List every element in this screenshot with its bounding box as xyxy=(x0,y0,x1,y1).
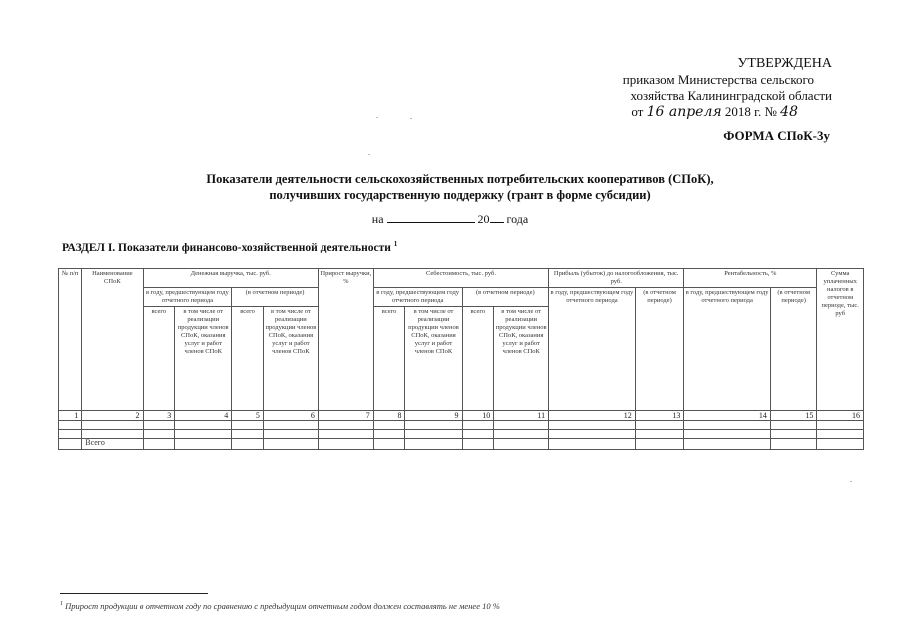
handwritten-date: 16 апреля xyxy=(646,104,722,120)
header-num: № п/п xyxy=(59,269,82,411)
scan-speck xyxy=(376,117,378,118)
year-blank xyxy=(490,211,504,223)
profitability-reporting: (в отчетном периоде) xyxy=(770,288,816,411)
header-row-2 xyxy=(59,288,864,307)
colnum-8: 8 xyxy=(373,411,405,421)
colnum-6: 6 xyxy=(263,411,318,421)
approval-line-2: хозяйства Калининградской области xyxy=(630,88,832,103)
footnote-divider xyxy=(60,593,208,594)
approval-line-1: приказом Министерства сельского xyxy=(622,72,814,87)
colnum-2: 2 xyxy=(82,411,143,421)
period-blank xyxy=(387,211,475,223)
form-code: ФОРМА СПоК-3у xyxy=(723,128,830,143)
period-year: 20 xyxy=(477,212,490,226)
footnote-text: Прирост продукции в отчетном году по сравнению с предыдущим отчетным годом должен составлять не менее 10 % xyxy=(65,601,500,611)
colnum-3: 3 xyxy=(143,411,175,421)
document-title xyxy=(120,171,800,203)
section-heading xyxy=(62,240,397,254)
cost-prev-year: в году, предшествующем году отчетного периода xyxy=(373,288,462,307)
revenue-reporting: (в отчетном периоде) xyxy=(232,288,319,307)
colnum-15: 15 xyxy=(770,411,816,421)
title-line-2: получивших государственную поддержку (грант в форме субсидии) xyxy=(269,188,651,202)
reporting-period xyxy=(330,211,570,227)
section-footnote-mark: 1 xyxy=(393,240,398,248)
revenue-rep-total: всего xyxy=(232,307,264,411)
colnum-12: 12 xyxy=(549,411,636,421)
section-title: РАЗДЕЛ I. Показатели финансово-хозяйственной деятельности xyxy=(62,241,391,254)
header-taxes: Сумма уплаченных налогов в отчетном периоде, тыс. руб xyxy=(817,269,864,411)
revenue-prev-year: в году, предшествующем году отчетного периода xyxy=(143,288,232,307)
indicators-table xyxy=(58,268,864,450)
header-profit: Прибыль (убыток) до налогообложения, тыс. руб. xyxy=(549,269,684,288)
footnote xyxy=(60,601,500,611)
date-year: 2018 г. № xyxy=(724,104,777,119)
header-name: Наименование СПоК xyxy=(82,269,143,411)
approval-stamp xyxy=(560,56,890,120)
colnum-11: 11 xyxy=(494,411,549,421)
period-suffix: года xyxy=(506,212,529,226)
footnote-mark: 1 xyxy=(60,601,63,608)
cost-rep-total: всего xyxy=(462,307,494,411)
colnum-10: 10 xyxy=(462,411,494,421)
table-row xyxy=(59,430,864,439)
title-line-1: Показатели деятельности сельскохозяйственных потребительских кооперативов (СПоК), xyxy=(206,172,714,186)
colnum-4: 4 xyxy=(175,411,232,421)
revenue-prev-total: всего xyxy=(143,307,175,411)
revenue-prev-incl: в том числе от реализации продукции членов СПоК, оказания услуг и работ членов СПоК xyxy=(175,307,232,411)
total-row xyxy=(59,439,864,450)
header-row-1 xyxy=(59,269,864,288)
header-cost: Себестоимость, тыс. руб. xyxy=(373,269,548,288)
approval-status: УТВЕРЖДЕНА xyxy=(737,56,832,71)
header-growth: Прирост выручки, % xyxy=(318,269,373,411)
scan-speck xyxy=(368,154,370,155)
profitability-prev-year: в году, предшествующем году отчетного периода xyxy=(684,288,771,411)
cost-prev-total: всего xyxy=(373,307,405,411)
table-row xyxy=(59,421,864,430)
colnum-5: 5 xyxy=(232,411,264,421)
cost-prev-incl: в том числе от реализации продукции членов СПоК, оказания услуг и работ членов СПоК xyxy=(405,307,462,411)
profit-reporting: (в отчетном периоде) xyxy=(635,288,684,411)
cost-rep-incl: в том числе от реализации продукции членов СПоК, оказания услуг и работ членов СПоК xyxy=(494,307,549,411)
profit-prev-year: в году, предшествующем году отчетного периода xyxy=(549,288,636,411)
date-prefix: от xyxy=(631,104,644,119)
colnum-9: 9 xyxy=(405,411,462,421)
approval-date-line xyxy=(560,104,798,120)
colnum-14: 14 xyxy=(684,411,771,421)
total-label: Всего xyxy=(82,439,143,450)
revenue-rep-incl: в том числе от реализации продукции членов СПоК, оказания услуг и работ членов СПоК xyxy=(263,307,318,411)
cost-reporting: (в отчетном периоде) xyxy=(462,288,549,307)
colnum-16: 16 xyxy=(817,411,864,421)
colnum-7: 7 xyxy=(318,411,373,421)
header-profitability: Рентабельность, % xyxy=(684,269,817,288)
period-prefix: на xyxy=(371,212,384,226)
scan-speck xyxy=(410,118,412,119)
handwritten-number: 48 xyxy=(780,104,798,120)
column-numbers-row xyxy=(59,411,864,421)
colnum-13: 13 xyxy=(635,411,684,421)
scan-speck xyxy=(850,481,852,482)
colnum-1: 1 xyxy=(59,411,82,421)
header-revenue: Денежная выручка, тыс. руб. xyxy=(143,269,318,288)
